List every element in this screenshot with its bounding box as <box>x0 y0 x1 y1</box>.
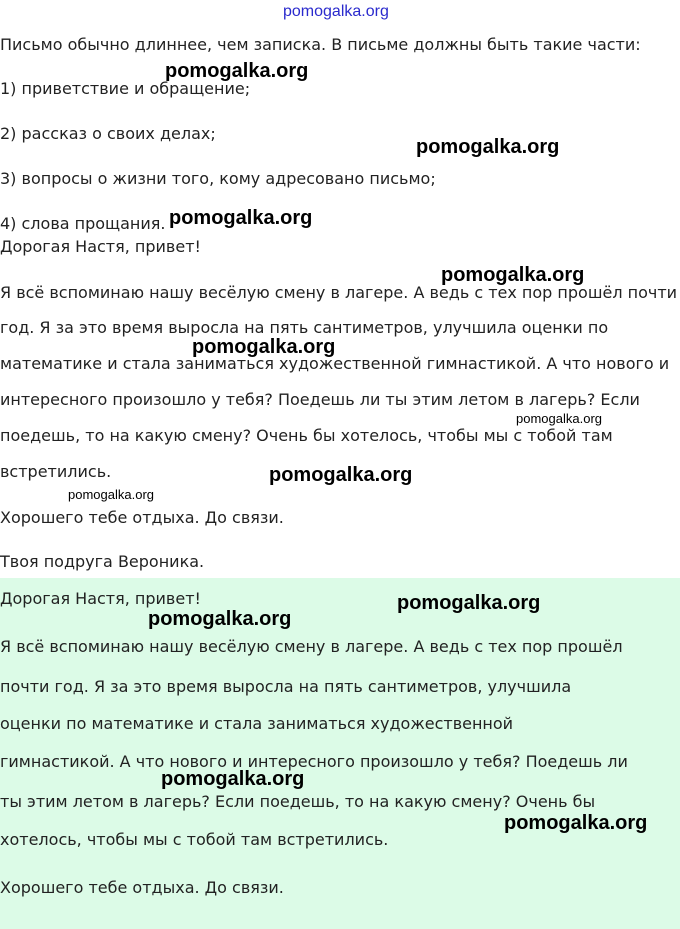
letter-line-6: встретились. <box>0 462 112 481</box>
intro-lead: Письмо обычно длиннее, чем записка. В письме должны быть такие части: <box>0 35 641 54</box>
watermark: pomogalka.org <box>68 487 154 502</box>
answer-line-6: хотелось, чтобы мы с тобой там встретились. <box>0 830 389 849</box>
watermark: pomogalka.org <box>161 768 305 790</box>
watermark: pomogalka.org <box>192 336 336 358</box>
answer-closing: Хорошего тебе отдыха. До связи. <box>0 878 284 897</box>
intro-part-4: 4) слова прощания. <box>0 214 166 233</box>
intro-part-2: 2) рассказ о своих делах; <box>0 124 216 143</box>
watermark: pomogalka.org <box>416 136 560 158</box>
letter-line-3: математике и стала заниматься художественной гимнастикой. А что нового и <box>0 354 670 373</box>
letter-line-2: год. Я за это время выросла на пять сантиметров, улучшила оценки по <box>0 318 609 337</box>
answer-line-3: оценки по математике и стала заниматься художественной <box>0 714 514 733</box>
watermark: pomogalka.org <box>441 264 585 286</box>
letter-greeting: Дорогая Настя, привет! <box>0 237 201 256</box>
top-watermark: pomogalka.org <box>283 3 389 20</box>
watermark: pomogalka.org <box>269 464 413 486</box>
letter-closing: Хорошего тебе отдыха. До связи. <box>0 508 284 527</box>
watermark: pomogalka.org <box>148 608 292 630</box>
letter-signature: Твоя подруга Вероника. <box>0 552 205 571</box>
answer-greeting: Дорогая Настя, привет! <box>0 589 201 608</box>
watermark: pomogalka.org <box>504 812 648 834</box>
watermark: pomogalka.org <box>169 207 313 229</box>
intro-part-1: 1) приветствие и обращение; <box>0 79 251 98</box>
answer-line-2: почти год. Я за это время выросла на пять сантиметров, улучшила <box>0 677 572 696</box>
letter-line-5: поедешь, то на какую смену? Очень бы хотелось, чтобы мы с тобой там <box>0 426 613 445</box>
watermark: pomogalka.org <box>165 60 309 82</box>
intro-part-3: 3) вопросы о жизни того, кому адресовано письмо; <box>0 169 436 188</box>
letter-line-1: Я всё вспоминаю нашу весёлую смену в лагере. А ведь с тех пор прошёл почти <box>0 283 678 302</box>
answer-line-5: ты этим летом в лагерь? Если поедешь, то на какую смену? Очень бы <box>0 792 596 811</box>
answer-line-1: Я всё вспоминаю нашу весёлую смену в лагере. А ведь с тех пор прошёл <box>0 637 623 656</box>
watermark: pomogalka.org <box>397 592 541 614</box>
watermark: pomogalka.org <box>516 411 602 426</box>
answer-line-4: гимнастикой. А что нового и интересного произошло у тебя? Поедешь ли <box>0 752 628 771</box>
letter-line-4: интересного произошло у тебя? Поедешь ли ты этим летом в лагерь? Если <box>0 390 640 409</box>
